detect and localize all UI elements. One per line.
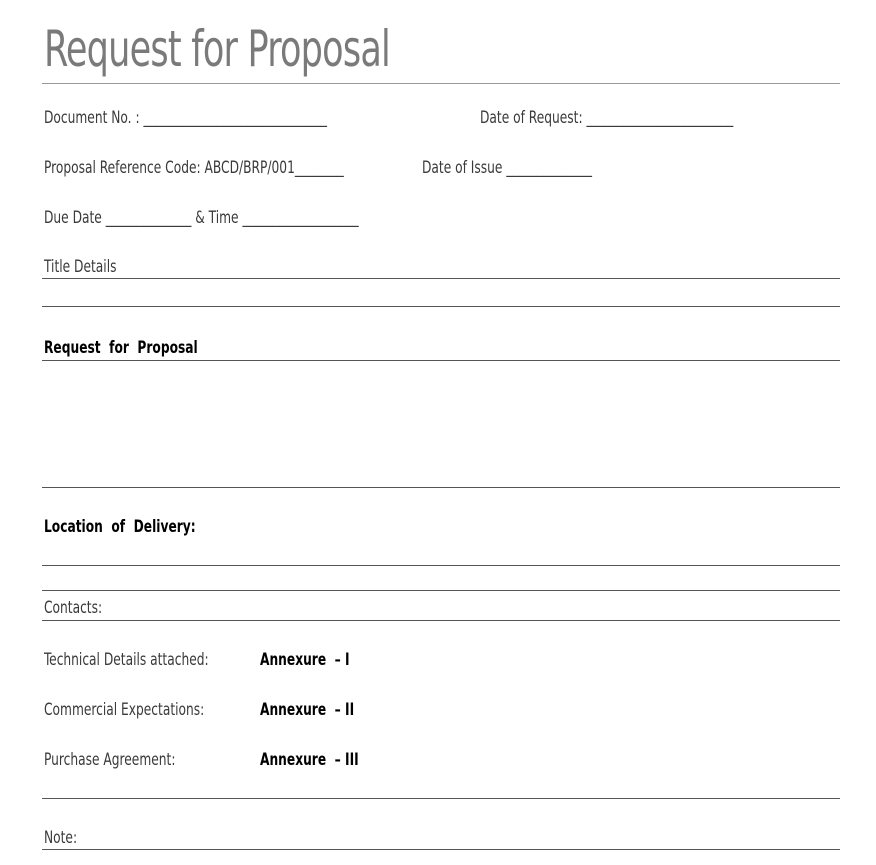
date-of-request-field[interactable]: Date of Request: ________________________ (480, 108, 734, 128)
title-divider (42, 83, 840, 84)
title-details-line-1[interactable] (42, 278, 840, 279)
note-line[interactable] (42, 849, 840, 850)
document-title: Request for Proposal (44, 20, 391, 78)
request-for-proposal-heading: Request for Proposal (44, 338, 198, 358)
proposal-reference-field[interactable]: Proposal Reference Code: ABCD/BRP/001________ (44, 158, 344, 178)
annexure-label: Commercial Expectations: (44, 700, 205, 720)
contacts-top-line (42, 590, 840, 591)
annexure-value: Annexure – III (260, 750, 359, 770)
note-top-line (42, 798, 840, 799)
due-date-time-field[interactable]: Due Date ______________ & Time ___________________ (44, 208, 359, 228)
title-details-label: Title Details (44, 257, 117, 277)
contacts-bottom-line[interactable] (42, 620, 840, 621)
annexure-value: Annexure – I (260, 650, 350, 670)
contacts-label: Contacts: (44, 598, 103, 618)
document-no-field[interactable]: Document No. : ______________________________ (44, 108, 327, 128)
date-of-issue-field[interactable]: Date of Issue ______________ (422, 158, 592, 178)
annexure-label: Purchase Agreement: (44, 750, 176, 770)
request-section-top-line (42, 360, 840, 361)
location-line[interactable] (42, 565, 840, 566)
annexure-label: Technical Details attached: (44, 650, 209, 670)
location-of-delivery-heading: Location of Delivery: (44, 517, 196, 537)
title-details-line-2[interactable] (42, 306, 840, 307)
note-label: Note: (44, 828, 78, 848)
annexure-value: Annexure – II (260, 700, 355, 720)
request-section-bottom-line (42, 487, 840, 488)
